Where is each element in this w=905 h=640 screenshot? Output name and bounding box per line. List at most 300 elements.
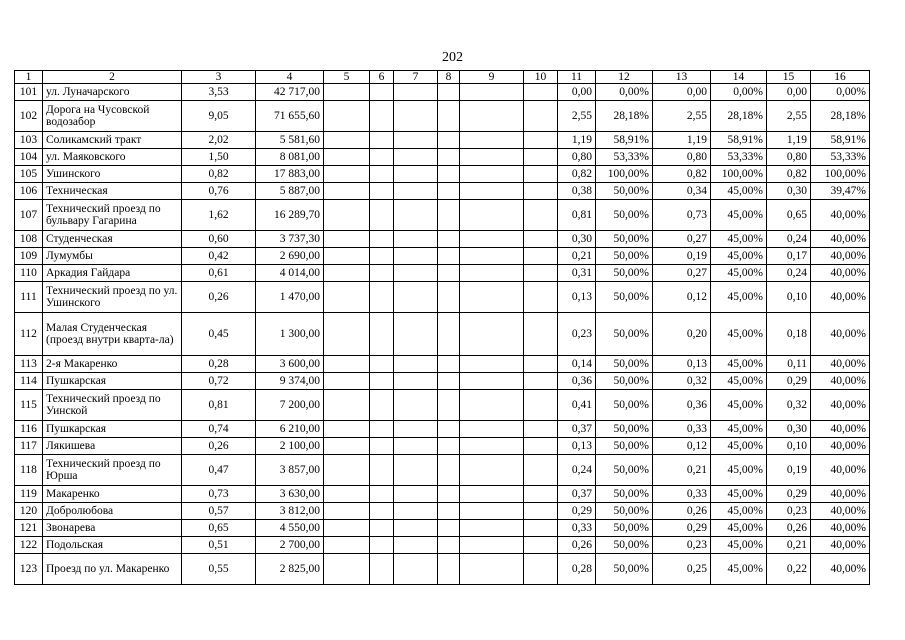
value-cell: 28,18% [711,101,767,132]
empty-cell [524,373,558,390]
empty-cell [370,231,394,248]
empty-cell [394,486,438,503]
value-cell: 0,26 [558,537,596,554]
column-header: 1 [15,71,43,84]
value-cell: 45,00% [711,520,767,537]
column-header: 5 [324,71,370,84]
value-cell: 0,23 [558,313,596,356]
value-cell: 50,00% [596,313,653,356]
value-cell: 50,00% [596,455,653,486]
value-cell: 0,33 [653,486,711,503]
value-cell: 3 600,00 [256,356,324,373]
empty-cell [438,84,460,101]
value-cell: 0,36 [653,390,711,421]
empty-cell [460,438,524,455]
value-cell: 28,18% [596,101,653,132]
value-cell: 50,00% [596,554,653,585]
empty-cell [370,520,394,537]
value-cell: 0,29 [558,503,596,520]
empty-cell [524,84,558,101]
table-row [15,200,870,231]
empty-cell [394,183,438,200]
value-cell: 40,00% [811,438,870,455]
value-cell: 0,60 [182,231,256,248]
empty-cell [370,282,394,313]
value-cell: 40,00% [811,455,870,486]
value-cell: 40,00% [811,421,870,438]
value-cell: 0,81 [558,200,596,231]
value-cell: 2,55 [767,101,811,132]
value-cell: 0,00% [596,84,653,101]
empty-cell [460,149,524,166]
empty-cell [324,373,370,390]
value-cell: 4 550,00 [256,520,324,537]
value-cell: 40,00% [811,248,870,265]
value-cell: 53,33% [811,149,870,166]
value-cell: 58,91% [711,132,767,149]
column-header: 15 [767,71,811,84]
empty-cell [324,84,370,101]
value-cell: 0,14 [558,356,596,373]
value-cell: 45,00% [711,373,767,390]
row-number-cell: 107 [15,200,43,231]
street-name-cell: Технический проезд по бульвару Гагарина [43,200,182,231]
value-cell: 2 100,00 [256,438,324,455]
value-cell: 3 630,00 [256,486,324,503]
value-cell: 0,28 [182,356,256,373]
empty-cell [460,520,524,537]
value-cell: 4 014,00 [256,265,324,282]
value-cell: 0,30 [558,231,596,248]
empty-cell [438,421,460,438]
row-number-cell: 103 [15,132,43,149]
empty-cell [524,356,558,373]
row-number-cell: 121 [15,520,43,537]
empty-cell [324,503,370,520]
value-cell: 0,37 [558,486,596,503]
empty-cell [324,554,370,585]
row-number-cell: 104 [15,149,43,166]
empty-cell [460,356,524,373]
value-cell: 0,30 [767,183,811,200]
empty-cell [394,520,438,537]
street-name-cell: Технический проезд по Юрша [43,455,182,486]
value-cell: 0,82 [767,166,811,183]
table-row [15,183,870,200]
table-row [15,520,870,537]
value-cell: 1,19 [767,132,811,149]
value-cell: 39,47% [811,183,870,200]
empty-cell [438,503,460,520]
value-cell: 8 081,00 [256,149,324,166]
value-cell: 0,10 [767,282,811,313]
value-cell: 50,00% [596,390,653,421]
table-row [15,248,870,265]
value-cell: 0,20 [653,313,711,356]
value-cell: 0,19 [653,248,711,265]
value-cell: 40,00% [811,313,870,356]
column-header: 16 [811,71,870,84]
table-row [15,455,870,486]
value-cell: 0,25 [653,554,711,585]
value-cell: 0,82 [558,166,596,183]
value-cell: 0,26 [182,438,256,455]
value-cell: 0,26 [653,503,711,520]
table-row [15,84,870,101]
empty-cell [370,455,394,486]
row-number-cell: 109 [15,248,43,265]
street-name-cell: Звонарева [43,520,182,537]
empty-cell [460,248,524,265]
value-cell: 0,00 [767,84,811,101]
value-cell: 0,80 [653,149,711,166]
empty-cell [524,282,558,313]
value-cell: 0,24 [558,455,596,486]
table-row [15,149,870,166]
value-cell: 0,19 [767,455,811,486]
value-cell: 0,31 [558,265,596,282]
value-cell: 50,00% [596,356,653,373]
empty-cell [524,520,558,537]
street-name-cell: Макаренко [43,486,182,503]
empty-cell [394,248,438,265]
row-number-cell: 115 [15,390,43,421]
empty-cell [324,183,370,200]
value-cell: 0,81 [182,390,256,421]
street-name-cell: Проезд по ул. Макаренко [43,554,182,585]
column-header: 2 [43,71,182,84]
empty-cell [370,149,394,166]
street-name-cell: Пушкарская [43,373,182,390]
value-cell: 58,91% [811,132,870,149]
row-number-cell: 123 [15,554,43,585]
street-name-cell: Технический проезд по ул. Ушинского [43,282,182,313]
empty-cell [460,455,524,486]
value-cell: 45,00% [711,554,767,585]
table-row [15,537,870,554]
empty-cell [370,373,394,390]
value-cell: 53,33% [596,149,653,166]
value-cell: 0,47 [182,455,256,486]
column-number-row [15,71,870,84]
empty-cell [460,166,524,183]
empty-cell [524,149,558,166]
empty-cell [460,554,524,585]
value-cell: 58,91% [596,132,653,149]
empty-cell [394,149,438,166]
empty-cell [324,438,370,455]
street-name-cell: Студенческая [43,231,182,248]
street-name-cell: Технический проезд по Уинской [43,390,182,421]
value-cell: 1 300,00 [256,313,324,356]
empty-cell [438,200,460,231]
table-row [15,503,870,520]
empty-cell [460,265,524,282]
value-cell: 9,05 [182,101,256,132]
table-row [15,390,870,421]
row-number-cell: 112 [15,313,43,356]
empty-cell [370,554,394,585]
empty-cell [524,503,558,520]
empty-cell [370,132,394,149]
value-cell: 45,00% [711,537,767,554]
value-cell: 40,00% [811,537,870,554]
table-row [15,166,870,183]
value-cell: 0,41 [558,390,596,421]
empty-cell [394,356,438,373]
empty-cell [460,537,524,554]
empty-cell [394,421,438,438]
street-name-cell: ул. Маяковского [43,149,182,166]
value-cell: 0,82 [182,166,256,183]
value-cell: 0,11 [767,356,811,373]
value-cell: 0,61 [182,265,256,282]
street-name-cell: Малая Студенческая (проезд внутри кварта-ла) [43,313,182,356]
empty-cell [438,248,460,265]
value-cell: 45,00% [711,421,767,438]
value-cell: 9 374,00 [256,373,324,390]
value-cell: 42 717,00 [256,84,324,101]
row-number-cell: 119 [15,486,43,503]
empty-cell [324,537,370,554]
empty-cell [438,101,460,132]
value-cell: 53,33% [711,149,767,166]
value-cell: 0,72 [182,373,256,390]
value-cell: 0,55 [182,554,256,585]
value-cell: 50,00% [596,421,653,438]
empty-cell [370,200,394,231]
column-header: 4 [256,71,324,84]
empty-cell [524,265,558,282]
empty-cell [324,231,370,248]
value-cell: 17 883,00 [256,166,324,183]
road-data-table [14,70,870,585]
value-cell: 1 470,00 [256,282,324,313]
empty-cell [438,265,460,282]
empty-cell [460,183,524,200]
empty-cell [438,373,460,390]
value-cell: 0,00% [811,84,870,101]
row-number-cell: 108 [15,231,43,248]
row-number-cell: 106 [15,183,43,200]
table-row [15,231,870,248]
empty-cell [324,200,370,231]
empty-cell [370,248,394,265]
empty-cell [460,486,524,503]
value-cell: 40,00% [811,265,870,282]
value-cell: 50,00% [596,438,653,455]
empty-cell [370,84,394,101]
row-number-cell: 120 [15,503,43,520]
empty-cell [394,455,438,486]
column-header: 8 [438,71,460,84]
empty-cell [394,373,438,390]
value-cell: 0,45 [182,313,256,356]
empty-cell [324,248,370,265]
empty-cell [438,438,460,455]
empty-cell [324,166,370,183]
value-cell: 100,00% [811,166,870,183]
value-cell: 45,00% [711,200,767,231]
empty-cell [524,421,558,438]
column-header: 14 [711,71,767,84]
empty-cell [370,421,394,438]
empty-cell [324,390,370,421]
empty-cell [324,455,370,486]
empty-cell [460,390,524,421]
empty-cell [394,265,438,282]
empty-cell [324,132,370,149]
street-name-cell: Лумумбы [43,248,182,265]
empty-cell [438,149,460,166]
value-cell: 0,21 [558,248,596,265]
empty-cell [438,231,460,248]
value-cell: 40,00% [811,200,870,231]
empty-cell [524,438,558,455]
value-cell: 0,27 [653,231,711,248]
value-cell: 2,55 [653,101,711,132]
value-cell: 50,00% [596,265,653,282]
value-cell: 0,13 [558,438,596,455]
empty-cell [460,200,524,231]
table-row [15,282,870,313]
empty-cell [394,231,438,248]
value-cell: 45,00% [711,313,767,356]
empty-cell [394,166,438,183]
value-cell: 0,36 [558,373,596,390]
value-cell: 0,82 [653,166,711,183]
value-cell: 0,32 [767,390,811,421]
value-cell: 45,00% [711,282,767,313]
column-header: 9 [460,71,524,84]
empty-cell [438,132,460,149]
value-cell: 45,00% [711,455,767,486]
value-cell: 28,18% [811,101,870,132]
value-cell: 50,00% [596,537,653,554]
empty-cell [438,282,460,313]
value-cell: 0,51 [182,537,256,554]
value-cell: 0,32 [653,373,711,390]
empty-cell [370,183,394,200]
value-cell: 0,00% [711,84,767,101]
value-cell: 0,34 [653,183,711,200]
empty-cell [524,455,558,486]
empty-cell [524,313,558,356]
empty-cell [460,282,524,313]
value-cell: 50,00% [596,200,653,231]
empty-cell [460,313,524,356]
street-name-cell: Подольская [43,537,182,554]
empty-cell [524,200,558,231]
value-cell: 0,12 [653,282,711,313]
empty-cell [524,554,558,585]
value-cell: 0,27 [653,265,711,282]
value-cell: 0,30 [767,421,811,438]
value-cell: 0,29 [653,520,711,537]
empty-cell [370,101,394,132]
empty-cell [524,183,558,200]
value-cell: 50,00% [596,183,653,200]
empty-cell [438,486,460,503]
value-cell: 2 700,00 [256,537,324,554]
value-cell: 40,00% [811,486,870,503]
value-cell: 0,28 [558,554,596,585]
table-row [15,373,870,390]
empty-cell [394,313,438,356]
value-cell: 1,62 [182,200,256,231]
value-cell: 3 857,00 [256,455,324,486]
empty-cell [324,149,370,166]
empty-cell [370,438,394,455]
value-cell: 0,21 [653,455,711,486]
empty-cell [370,265,394,282]
value-cell: 40,00% [811,231,870,248]
street-name-cell: Добролюбова [43,503,182,520]
empty-cell [438,554,460,585]
table-row [15,554,870,585]
value-cell: 45,00% [711,503,767,520]
street-name-cell: Пушкарская [43,421,182,438]
value-cell: 50,00% [596,373,653,390]
value-cell: 0,42 [182,248,256,265]
value-cell: 45,00% [711,183,767,200]
value-cell: 0,10 [767,438,811,455]
empty-cell [460,503,524,520]
value-cell: 45,00% [711,390,767,421]
empty-cell [394,554,438,585]
value-cell: 100,00% [596,166,653,183]
value-cell: 0,13 [653,356,711,373]
value-cell: 0,65 [182,520,256,537]
empty-cell [524,390,558,421]
empty-cell [394,438,438,455]
street-name-cell: Ушинского [43,166,182,183]
street-name-cell: 2-я Макаренко [43,356,182,373]
row-number-cell: 113 [15,356,43,373]
column-header: 10 [524,71,558,84]
street-name-cell: Соликамский тракт [43,132,182,149]
value-cell: 0,38 [558,183,596,200]
value-cell: 0,73 [182,486,256,503]
value-cell: 0,24 [767,265,811,282]
value-cell: 1,50 [182,149,256,166]
value-cell: 40,00% [811,520,870,537]
value-cell: 0,80 [558,149,596,166]
column-header: 7 [394,71,438,84]
street-name-cell: Дорога на Чусовской водозабор [43,101,182,132]
empty-cell [438,455,460,486]
column-header: 12 [596,71,653,84]
empty-cell [460,231,524,248]
empty-cell [524,132,558,149]
value-cell: 0,73 [653,200,711,231]
value-cell: 6 210,00 [256,421,324,438]
value-cell: 45,00% [711,356,767,373]
empty-cell [370,486,394,503]
value-cell: 2,55 [558,101,596,132]
empty-cell [394,84,438,101]
column-header: 6 [370,71,394,84]
value-cell: 1,19 [558,132,596,149]
empty-cell [394,282,438,313]
empty-cell [324,520,370,537]
value-cell: 40,00% [811,503,870,520]
empty-cell [460,101,524,132]
value-cell: 0,80 [767,149,811,166]
empty-cell [438,520,460,537]
value-cell: 50,00% [596,503,653,520]
empty-cell [460,373,524,390]
